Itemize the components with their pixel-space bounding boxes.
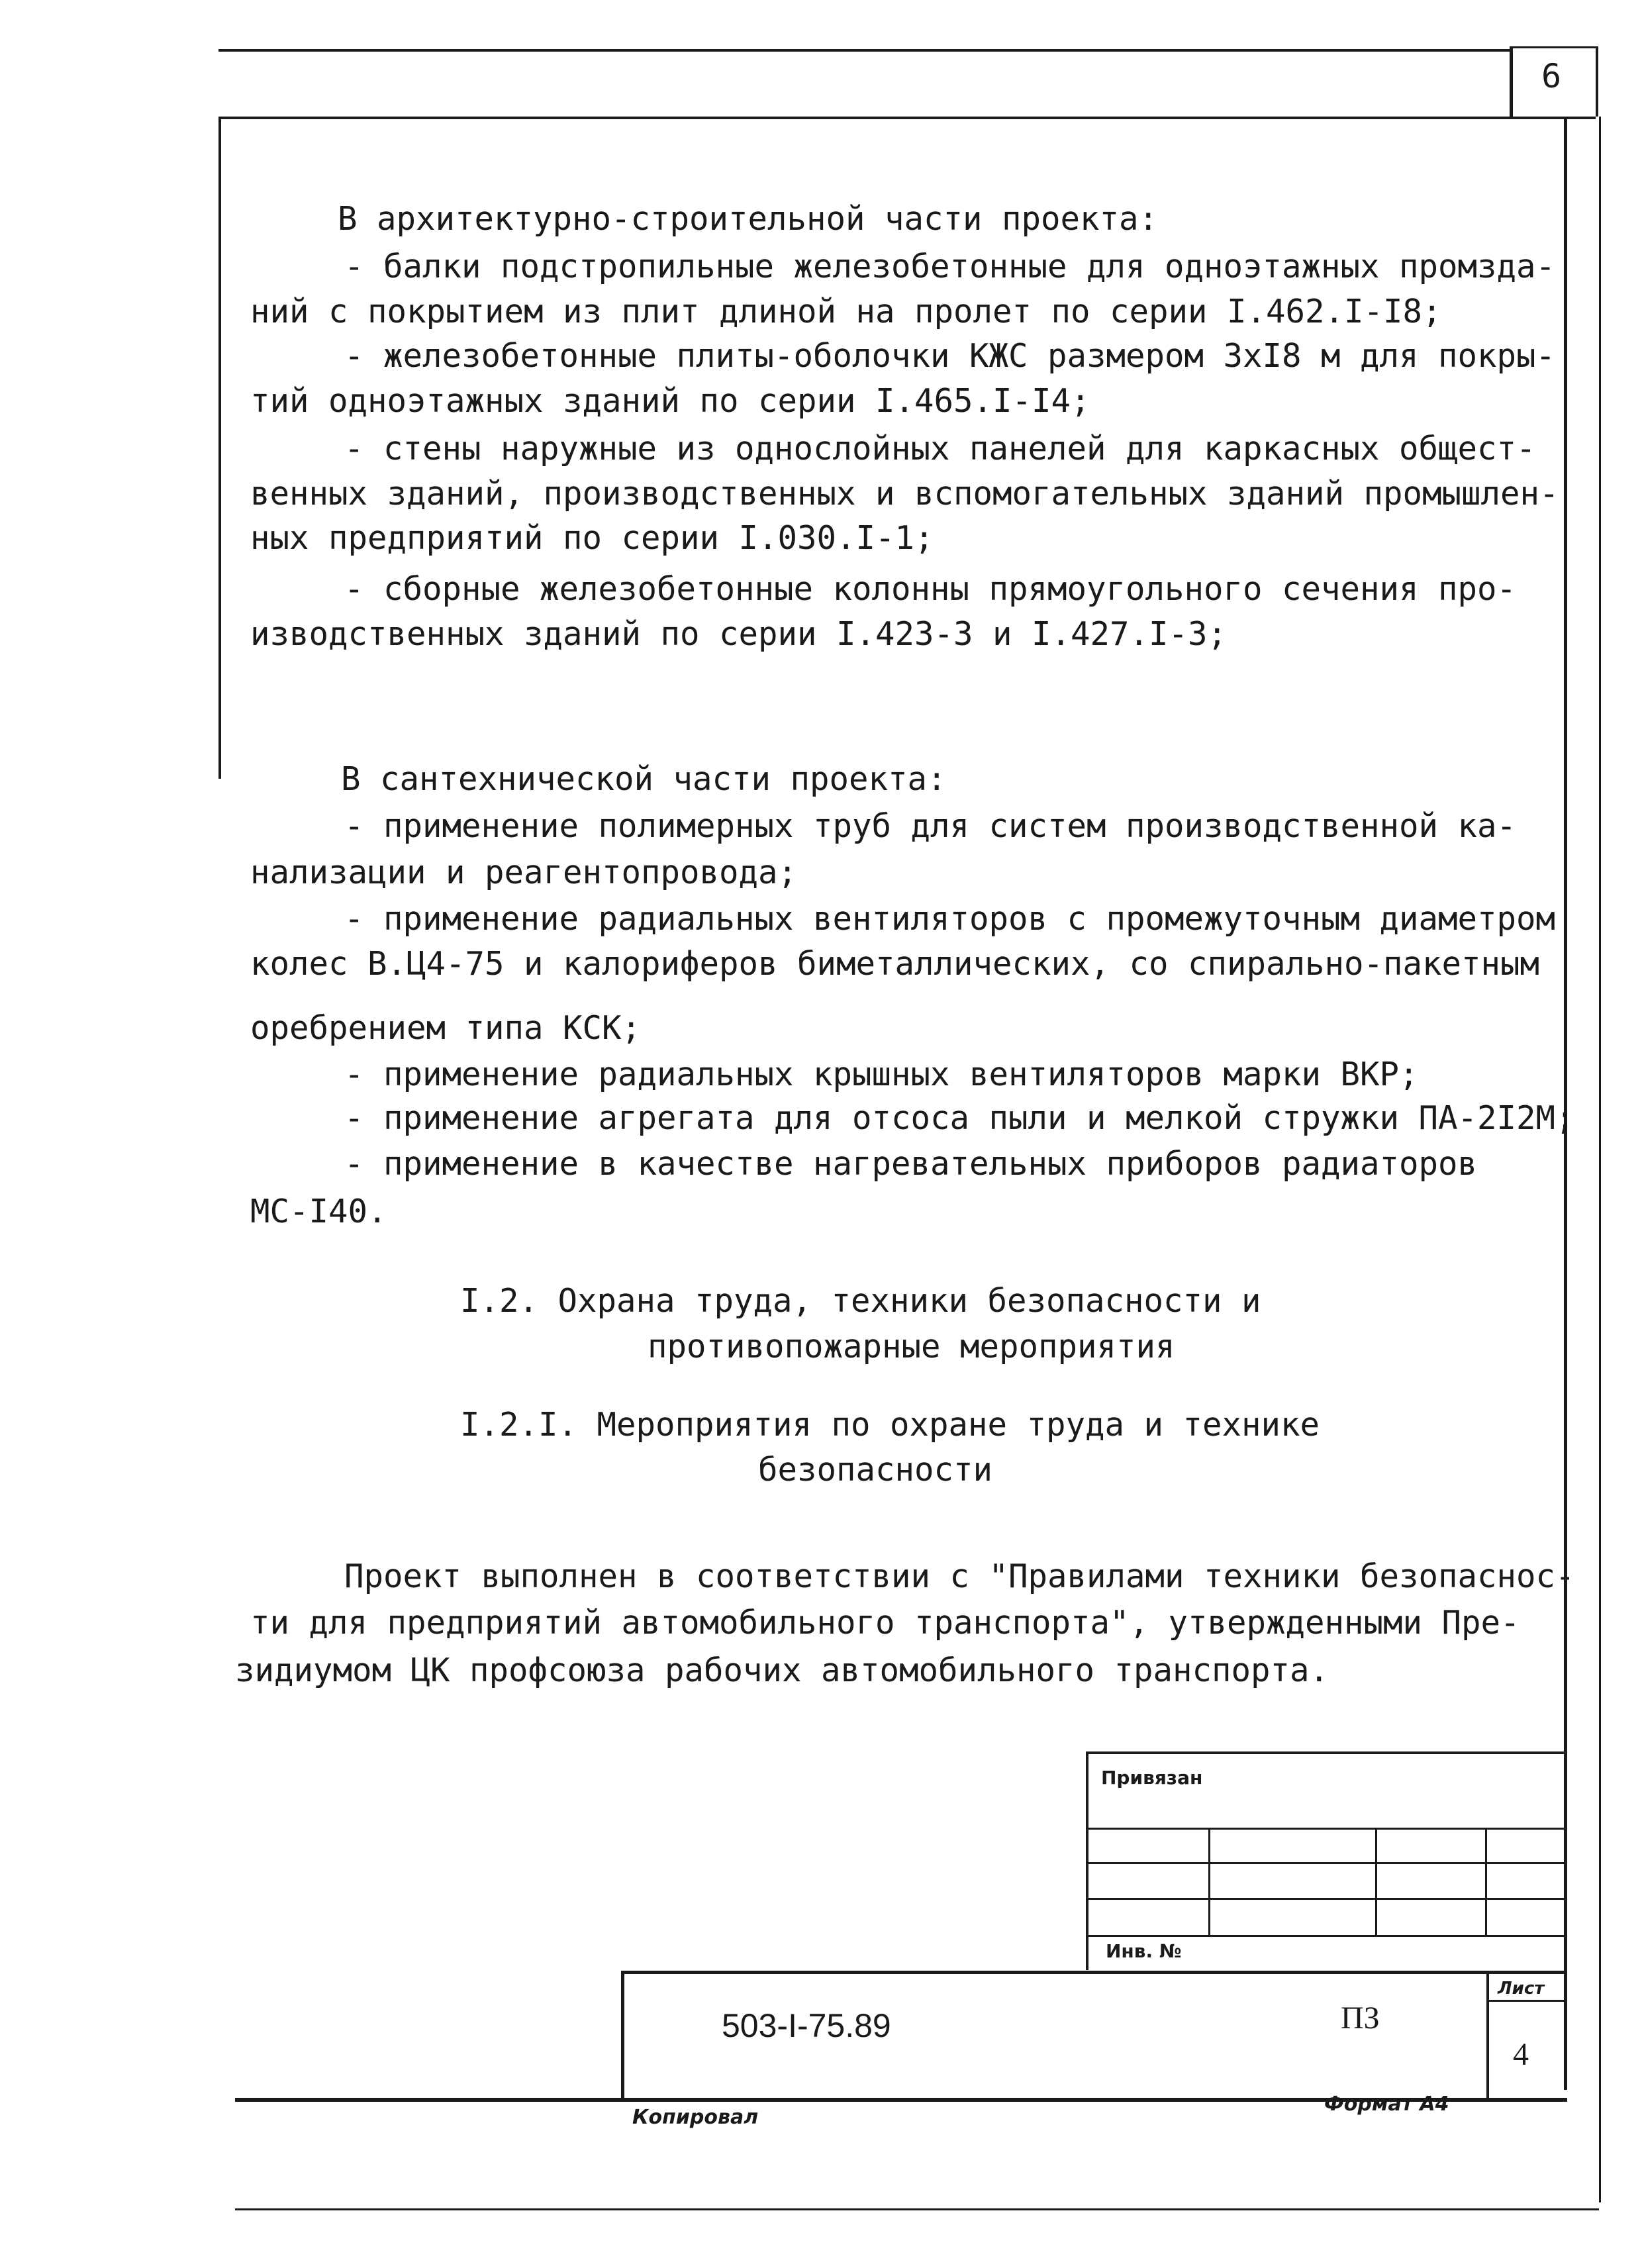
page-number-box-top	[1510, 46, 1598, 48]
paragraph-line: В архитектурно-строительной части проекта:	[338, 200, 1159, 238]
stamp-col-line	[1208, 1828, 1210, 1935]
stamp-inv-label: Инв. №	[1106, 1940, 1182, 1962]
paragraph-line: тий одноэтажных зданий по серии I.465.I-I4;	[250, 382, 1090, 420]
stamp-upper-top	[1086, 1751, 1565, 1754]
paragraph-line: - сборные железобетонные колонны прямоугольного сечения про-	[344, 570, 1517, 608]
paragraph-line: ных предприятий по серии I.030.I-1;	[250, 519, 934, 557]
paragraph-line: - применение полимерных труб для систем производственной ка-	[344, 807, 1517, 845]
outer-right-border	[1599, 117, 1601, 2202]
paragraph-line: - применение агрегата для отсоса пыли и мелкой стружки ПА-2I2М;	[344, 1099, 1575, 1137]
sheet-cell-divider	[1486, 2000, 1566, 2002]
sheet-cell-left	[1486, 1971, 1489, 2100]
sheet-label: Лист	[1498, 1979, 1545, 1998]
paragraph-line: ний с покрытием из плит длиной на пролет по серии I.462.I-I8;	[250, 293, 1442, 330]
stamp-col-line	[1375, 1828, 1377, 1935]
document-code: 503-I-75.89	[722, 2007, 891, 2044]
paragraph-line: ти для предприятий автомобильного транспорта", утвержденными Пре-	[250, 1604, 1520, 1642]
top-border	[218, 49, 1510, 52]
stamp-row-line	[1086, 1828, 1565, 1830]
stamp-col-line	[1485, 1828, 1487, 1935]
format-label: Формат А4	[1324, 2093, 1449, 2116]
inner-top-border	[218, 117, 1596, 119]
paragraph-line: - применение радиальных крышных вентиляторов марки ВКР;	[344, 1056, 1419, 1093]
subsection-heading: безопасности	[758, 1451, 993, 1489]
stamp-upper-left	[1086, 1751, 1088, 1970]
section-heading: противопожарные мероприятия	[648, 1328, 1175, 1365]
title-block-top	[621, 1971, 1564, 1974]
paragraph-line: нализации и реагентопровода;	[250, 854, 798, 891]
paragraph-line: В сантехнической части проекта:	[341, 760, 947, 798]
paragraph-line: - балки подстропильные железобетонные для одноэтажных промзда-	[344, 248, 1556, 285]
copied-label: Копировал	[632, 2106, 759, 2129]
paragraph-line: МС-I40.	[250, 1193, 387, 1230]
paragraph-line: зидиумом ЦК профсоюза рабочих автомобильного транспорта.	[235, 1652, 1329, 1689]
left-border	[218, 117, 221, 779]
page-number: 6	[1541, 57, 1562, 95]
paragraph-line: изводственных зданий по серии I.423-3 и I.427.I-3;	[250, 615, 1228, 653]
page-trim-line	[235, 2208, 1599, 2210]
stamp-privyazan-label: Привязан	[1101, 1767, 1203, 1789]
paragraph-line: венных зданий, производственных и вспомогательных зданий промышлен-	[250, 475, 1559, 513]
paragraph-line: - стены наружные из однослойных панелей для каркасных общест-	[344, 430, 1536, 468]
paragraph-line: - железобетонные плиты-оболочки КЖС размером 3хI8 м для покры-	[344, 337, 1556, 375]
stamp-row-line	[1086, 1862, 1565, 1864]
stamp-row-line	[1086, 1935, 1565, 1937]
subsection-heading: I.2.I. Мероприятия по охране труда и технике	[460, 1406, 1320, 1444]
sheet-number: 4	[1513, 2037, 1529, 2072]
stamp-row-line	[1086, 1898, 1565, 1900]
title-block-left	[621, 1971, 624, 2100]
paragraph-line: - применение в качестве нагревательных приборов радиаторов	[344, 1145, 1478, 1183]
paragraph-line: Проект выполнен в соответствии с "Правилами техники безопаснос-	[344, 1557, 1575, 1595]
section-heading: I.2. Охрана труда, техники безопасности и	[460, 1282, 1261, 1320]
page-number-box-left	[1510, 46, 1513, 117]
paragraph-line: колес В.Ц4-75 и калориферов биметаллических, со спирально-пакетным	[250, 945, 1540, 983]
page-number-box-right	[1596, 46, 1598, 117]
document-type: ПЗ	[1341, 2000, 1380, 2036]
paragraph-line: оребрением типа КСК;	[250, 1009, 642, 1047]
paragraph-line: - применение радиальных вентиляторов с промежуточным диаметром	[344, 900, 1556, 938]
